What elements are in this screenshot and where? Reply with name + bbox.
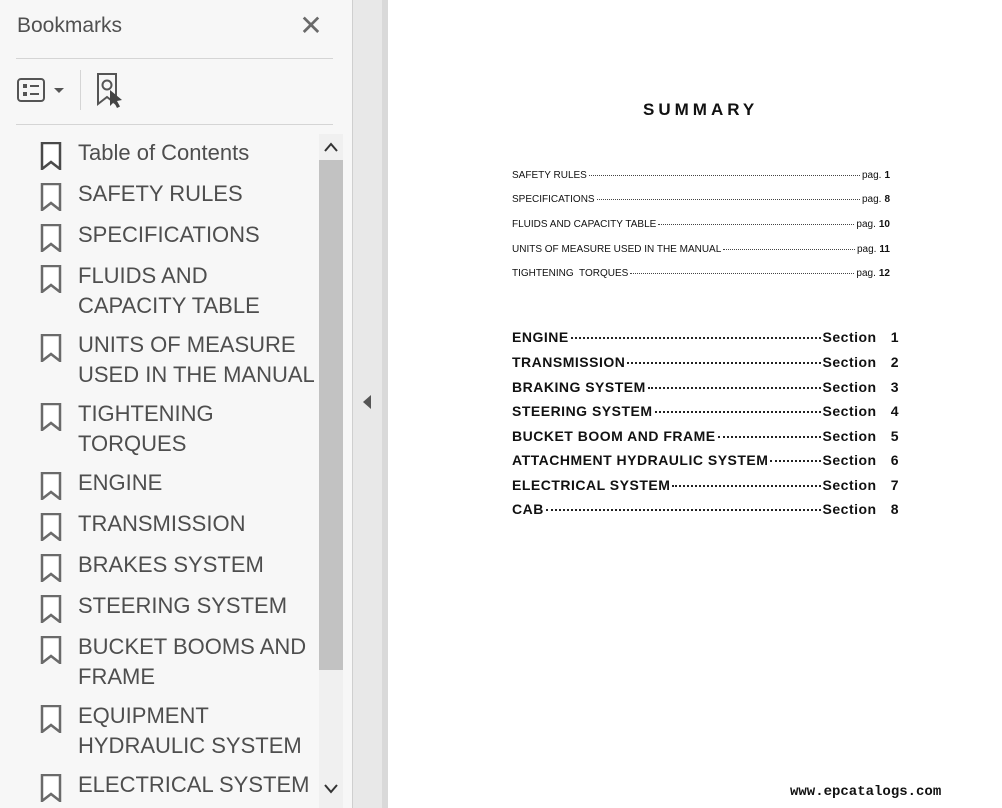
toc-entry-title: UNITS OF MEASURE USED IN THE MANUAL xyxy=(512,244,722,255)
bookmark-icon xyxy=(40,554,62,582)
toc-entry-title: FLUIDS AND CAPACITY TABLE xyxy=(512,219,657,230)
page-prefix: pag. xyxy=(856,244,877,255)
page-number: 8 xyxy=(884,194,890,205)
leader-dots xyxy=(589,175,860,176)
bookmark-label: ELECTRICAL SYSTEM xyxy=(78,772,310,797)
toc-section[interactable] xyxy=(512,477,899,493)
bookmark-label: UNITS OF MEASURE USED IN THE MANUAL xyxy=(78,332,315,387)
bookmark-label: TRANSMISSION xyxy=(78,511,246,536)
toc-section[interactable] xyxy=(512,354,899,370)
bookmark-item-engine[interactable] xyxy=(16,464,318,505)
bookmark-item-safety-rules[interactable] xyxy=(16,175,318,216)
section-number: 8 xyxy=(890,501,899,517)
bookmark-label: EQUIPMENT HYDRAULIC SYSTEM xyxy=(78,703,302,758)
bookmark-label: TIGHTENING TORQUES xyxy=(78,401,214,456)
bookmark-item-transmission[interactable] xyxy=(16,505,318,546)
leader-dots xyxy=(648,387,821,389)
section-label: Section xyxy=(822,403,877,419)
bookmark-item-units-of-measure[interactable] xyxy=(16,326,318,395)
page-prefix: pag. xyxy=(856,219,876,230)
chevron-down-icon xyxy=(324,784,338,794)
section-title: STEERING SYSTEM xyxy=(512,403,653,419)
toc-section[interactable] xyxy=(512,452,899,468)
section-number: 4 xyxy=(890,403,899,419)
document-title: SUMMARY xyxy=(643,100,759,119)
leader-dots xyxy=(723,249,855,250)
bookmark-label: SAFETY RULES xyxy=(78,181,243,206)
bookmark-icon xyxy=(40,705,62,733)
scroll-down-button[interactable] xyxy=(319,778,343,804)
bookmark-item-steering-system[interactable] xyxy=(16,587,318,628)
bookmark-item-tightening-torques[interactable] xyxy=(16,395,318,464)
toc-entry[interactable] xyxy=(512,194,890,205)
leader-dots xyxy=(630,273,854,274)
bookmark-label: SPECIFICATIONS xyxy=(78,222,260,247)
page-number: 12 xyxy=(878,268,890,279)
bookmark-icon xyxy=(40,774,62,802)
bookmark-icon xyxy=(40,472,62,500)
toc-section[interactable] xyxy=(512,501,899,517)
bookmark-label: STEERING SYSTEM xyxy=(78,593,288,618)
section-title: CAB xyxy=(512,501,544,517)
divider xyxy=(16,58,333,59)
page-number: 11 xyxy=(879,244,890,255)
bookmark-label: ENGINE xyxy=(78,470,163,495)
bookmark-icon xyxy=(40,595,62,623)
bookmark-icon xyxy=(40,183,62,211)
section-number: 2 xyxy=(890,354,899,370)
bookmark-icon xyxy=(40,265,62,293)
panel-title: Bookmarks xyxy=(17,14,123,37)
leader-dots xyxy=(770,460,820,462)
collapse-panel-icon[interactable] xyxy=(362,394,372,410)
bookmark-icon xyxy=(40,403,62,431)
watermark: www.epcatalogs.com xyxy=(790,784,942,800)
toc-entry[interactable] xyxy=(512,170,890,181)
toc-entry[interactable] xyxy=(512,244,890,255)
section-label: Section xyxy=(822,354,877,370)
toolbar-separator xyxy=(80,70,81,110)
chevron-up-icon xyxy=(324,142,338,152)
toc-entry[interactable] xyxy=(512,268,890,279)
bookmark-label: BUCKET BOOMS AND FRAME xyxy=(78,634,307,689)
page-number: 10 xyxy=(878,219,890,230)
bookmark-label: BRAKES SYSTEM xyxy=(78,552,264,577)
leader-dots xyxy=(627,362,820,364)
bookmark-options-button[interactable] xyxy=(16,74,68,108)
bookmark-item-specifications[interactable] xyxy=(16,216,318,257)
bookmark-icon xyxy=(40,513,62,541)
leader-dots xyxy=(718,436,821,438)
section-number: 7 xyxy=(890,477,899,493)
section-title: TRANSMISSION xyxy=(512,354,626,370)
toc-entry-title: SPECIFICATIONS xyxy=(512,194,595,205)
section-title: ATTACHMENT HYDRAULIC SYSTEM xyxy=(512,452,769,468)
document-page xyxy=(388,0,1002,808)
bookmark-options-icon xyxy=(16,76,68,106)
page-prefix: pag. xyxy=(861,194,882,205)
toc-entry-title: TIGHTENING TORQUES xyxy=(512,268,629,279)
leader-dots xyxy=(658,224,854,225)
leader-dots xyxy=(655,411,821,413)
section-title: BRAKING SYSTEM xyxy=(512,379,646,395)
section-number: 1 xyxy=(890,329,899,345)
leader-dots xyxy=(571,337,821,339)
toc-section[interactable] xyxy=(512,379,899,395)
toc-section[interactable] xyxy=(512,428,899,444)
toc-entry[interactable] xyxy=(512,219,890,230)
bookmark-icon xyxy=(40,224,62,252)
bookmark-label: Table of Contents xyxy=(78,140,250,165)
scroll-up-button[interactable] xyxy=(319,134,343,160)
bookmark-item-bucket-booms-and-frame[interactable] xyxy=(16,628,318,697)
bookmark-item-table-of-contents[interactable] xyxy=(16,134,318,175)
scrollbar-thumb[interactable] xyxy=(319,160,343,670)
new-bookmark-button[interactable] xyxy=(94,72,130,110)
new-bookmark-icon xyxy=(94,72,130,110)
section-number: 6 xyxy=(890,452,899,468)
section-label: Section xyxy=(822,452,877,468)
divider xyxy=(16,124,333,125)
bookmark-list xyxy=(16,134,318,808)
leader-dots xyxy=(672,485,820,487)
section-number: 5 xyxy=(890,428,899,444)
bookmark-item-brakes-system[interactable] xyxy=(16,546,318,587)
bookmark-item-electrical-system[interactable] xyxy=(16,766,318,807)
close-icon[interactable]: ✕ xyxy=(299,10,323,41)
section-title: ELECTRICAL SYSTEM xyxy=(512,477,671,493)
page-number: 1 xyxy=(884,170,890,181)
toc-entry-title: SAFETY RULES xyxy=(512,170,587,181)
leader-dots xyxy=(546,509,821,511)
bookmark-item-fluids-and-capacity-table[interactable] xyxy=(16,257,318,326)
section-label: Section xyxy=(822,329,877,345)
section-title: ENGINE xyxy=(512,329,569,345)
bookmarks-panel xyxy=(0,0,352,808)
section-label: Section xyxy=(822,501,877,517)
page-prefix: pag. xyxy=(856,268,876,279)
bookmark-label: FLUIDS AND CAPACITY TABLE xyxy=(78,263,260,318)
bookmark-icon xyxy=(40,142,62,170)
toc-section[interactable] xyxy=(512,329,899,345)
page-prefix: pag. xyxy=(861,170,882,181)
bookmark-icon xyxy=(40,334,62,362)
section-label: Section xyxy=(822,428,877,444)
section-title: BUCKET BOOM AND FRAME xyxy=(512,428,716,444)
section-number: 3 xyxy=(890,379,899,395)
section-label: Section xyxy=(822,477,877,493)
bookmark-item-equipment-hydraulic-system[interactable] xyxy=(16,697,318,766)
bookmark-icon xyxy=(40,636,62,664)
section-label: Section xyxy=(822,379,877,395)
toc-section[interactable] xyxy=(512,403,899,419)
leader-dots xyxy=(597,199,860,200)
